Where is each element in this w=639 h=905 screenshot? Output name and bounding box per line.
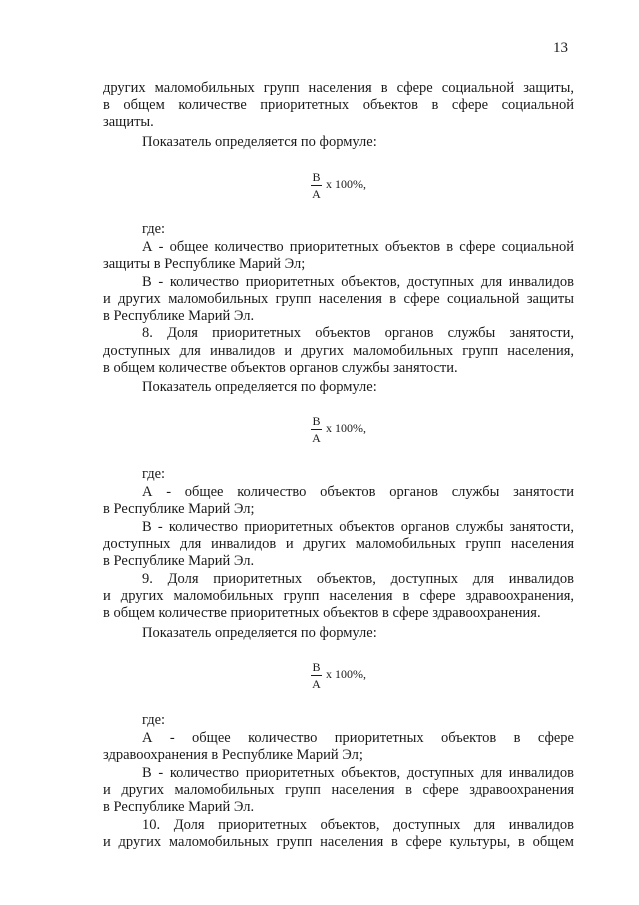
- text-line: доступных для инвалидов и других маломобильных групп населения: [103, 536, 574, 552]
- text-line: в Республике Марий Эл.: [103, 799, 255, 815]
- fraction-bar: [311, 429, 322, 430]
- text-line: где:: [142, 466, 166, 482]
- formula-multiplier: х 100%,: [326, 177, 366, 191]
- page-number: 13: [553, 40, 568, 56]
- text-line: Показатель определяется по формуле:: [142, 134, 377, 150]
- text-line: В - количество приоритетных объектов органов службы занятости,: [142, 519, 574, 535]
- text-line: и других маломобильных групп населения в сфере культуры, в общем: [103, 834, 574, 850]
- text-line: защиты.: [103, 114, 154, 130]
- text-line: в Республике Марий Эл.: [103, 553, 255, 569]
- text-line: В - количество приоритетных объектов, доступных для инвалидов: [142, 765, 574, 781]
- text-line: в общем количестве приоритетных объектов в сфере социальной: [103, 97, 574, 113]
- formula-denominator: А: [312, 431, 321, 445]
- fraction: [311, 660, 322, 691]
- text-line: 9. Доля приоритетных объектов, доступных для инвалидов: [142, 571, 574, 587]
- text-line: и других маломобильных групп населения в сфере здравоохранения: [103, 782, 574, 798]
- text-line: В - количество приоритетных объектов, доступных для инвалидов: [142, 274, 574, 290]
- formula-numerator: В: [312, 660, 321, 674]
- text-line: в общем количестве приоритетных объектов в сфере здравоохранения.: [103, 605, 541, 621]
- formula-2: [311, 414, 371, 448]
- text-line: А - общее количество приоритетных объектов в сфере социальной: [142, 239, 574, 255]
- text-line: 10. Доля приоритетных объектов, доступных для инвалидов: [142, 817, 574, 833]
- text-line: здравоохранения в Республике Марий Эл;: [103, 747, 363, 763]
- text-line: в Республике Марий Эл.: [103, 308, 255, 324]
- text-line: в Республике Марий Эл;: [103, 501, 255, 517]
- formula-multiplier: х 100%,: [326, 667, 366, 681]
- formula-numerator: В: [312, 170, 321, 184]
- text-line: А - общее количество приоритетных объектов в сфере: [142, 730, 574, 746]
- text-line: А - общее количество объектов органов службы занятости: [142, 484, 574, 500]
- text-line: в общем количестве объектов органов службы занятости.: [103, 360, 458, 376]
- formula-denominator: А: [312, 677, 321, 691]
- text-line: где:: [142, 221, 166, 237]
- fraction-bar: [311, 675, 322, 676]
- text-line: других маломобильных групп населения в сфере социальной защиты,: [103, 80, 574, 96]
- formula-numerator: В: [312, 414, 321, 428]
- formula-denominator: А: [312, 187, 321, 201]
- text-line: доступных для инвалидов и других маломобильных групп населения,: [103, 343, 574, 359]
- text-line: 8. Доля приоритетных объектов органов службы занятости,: [142, 325, 574, 341]
- formula-3: [311, 660, 371, 694]
- fraction-bar: [311, 185, 322, 186]
- fraction: [311, 170, 322, 201]
- text-line: и других маломобильных групп населения в сфере социальной защиты: [103, 291, 574, 307]
- text-line: Показатель определяется по формуле:: [142, 625, 377, 641]
- fraction: [311, 414, 322, 445]
- text-line: Показатель определяется по формуле:: [142, 379, 377, 395]
- formula-multiplier: х 100%,: [326, 421, 366, 435]
- text-line: и других маломобильных групп населения в сфере здравоохранения,: [103, 588, 574, 604]
- text-line: защиты в Республике Марий Эл;: [103, 256, 306, 272]
- text-line: где:: [142, 712, 166, 728]
- formula-1: [311, 170, 371, 204]
